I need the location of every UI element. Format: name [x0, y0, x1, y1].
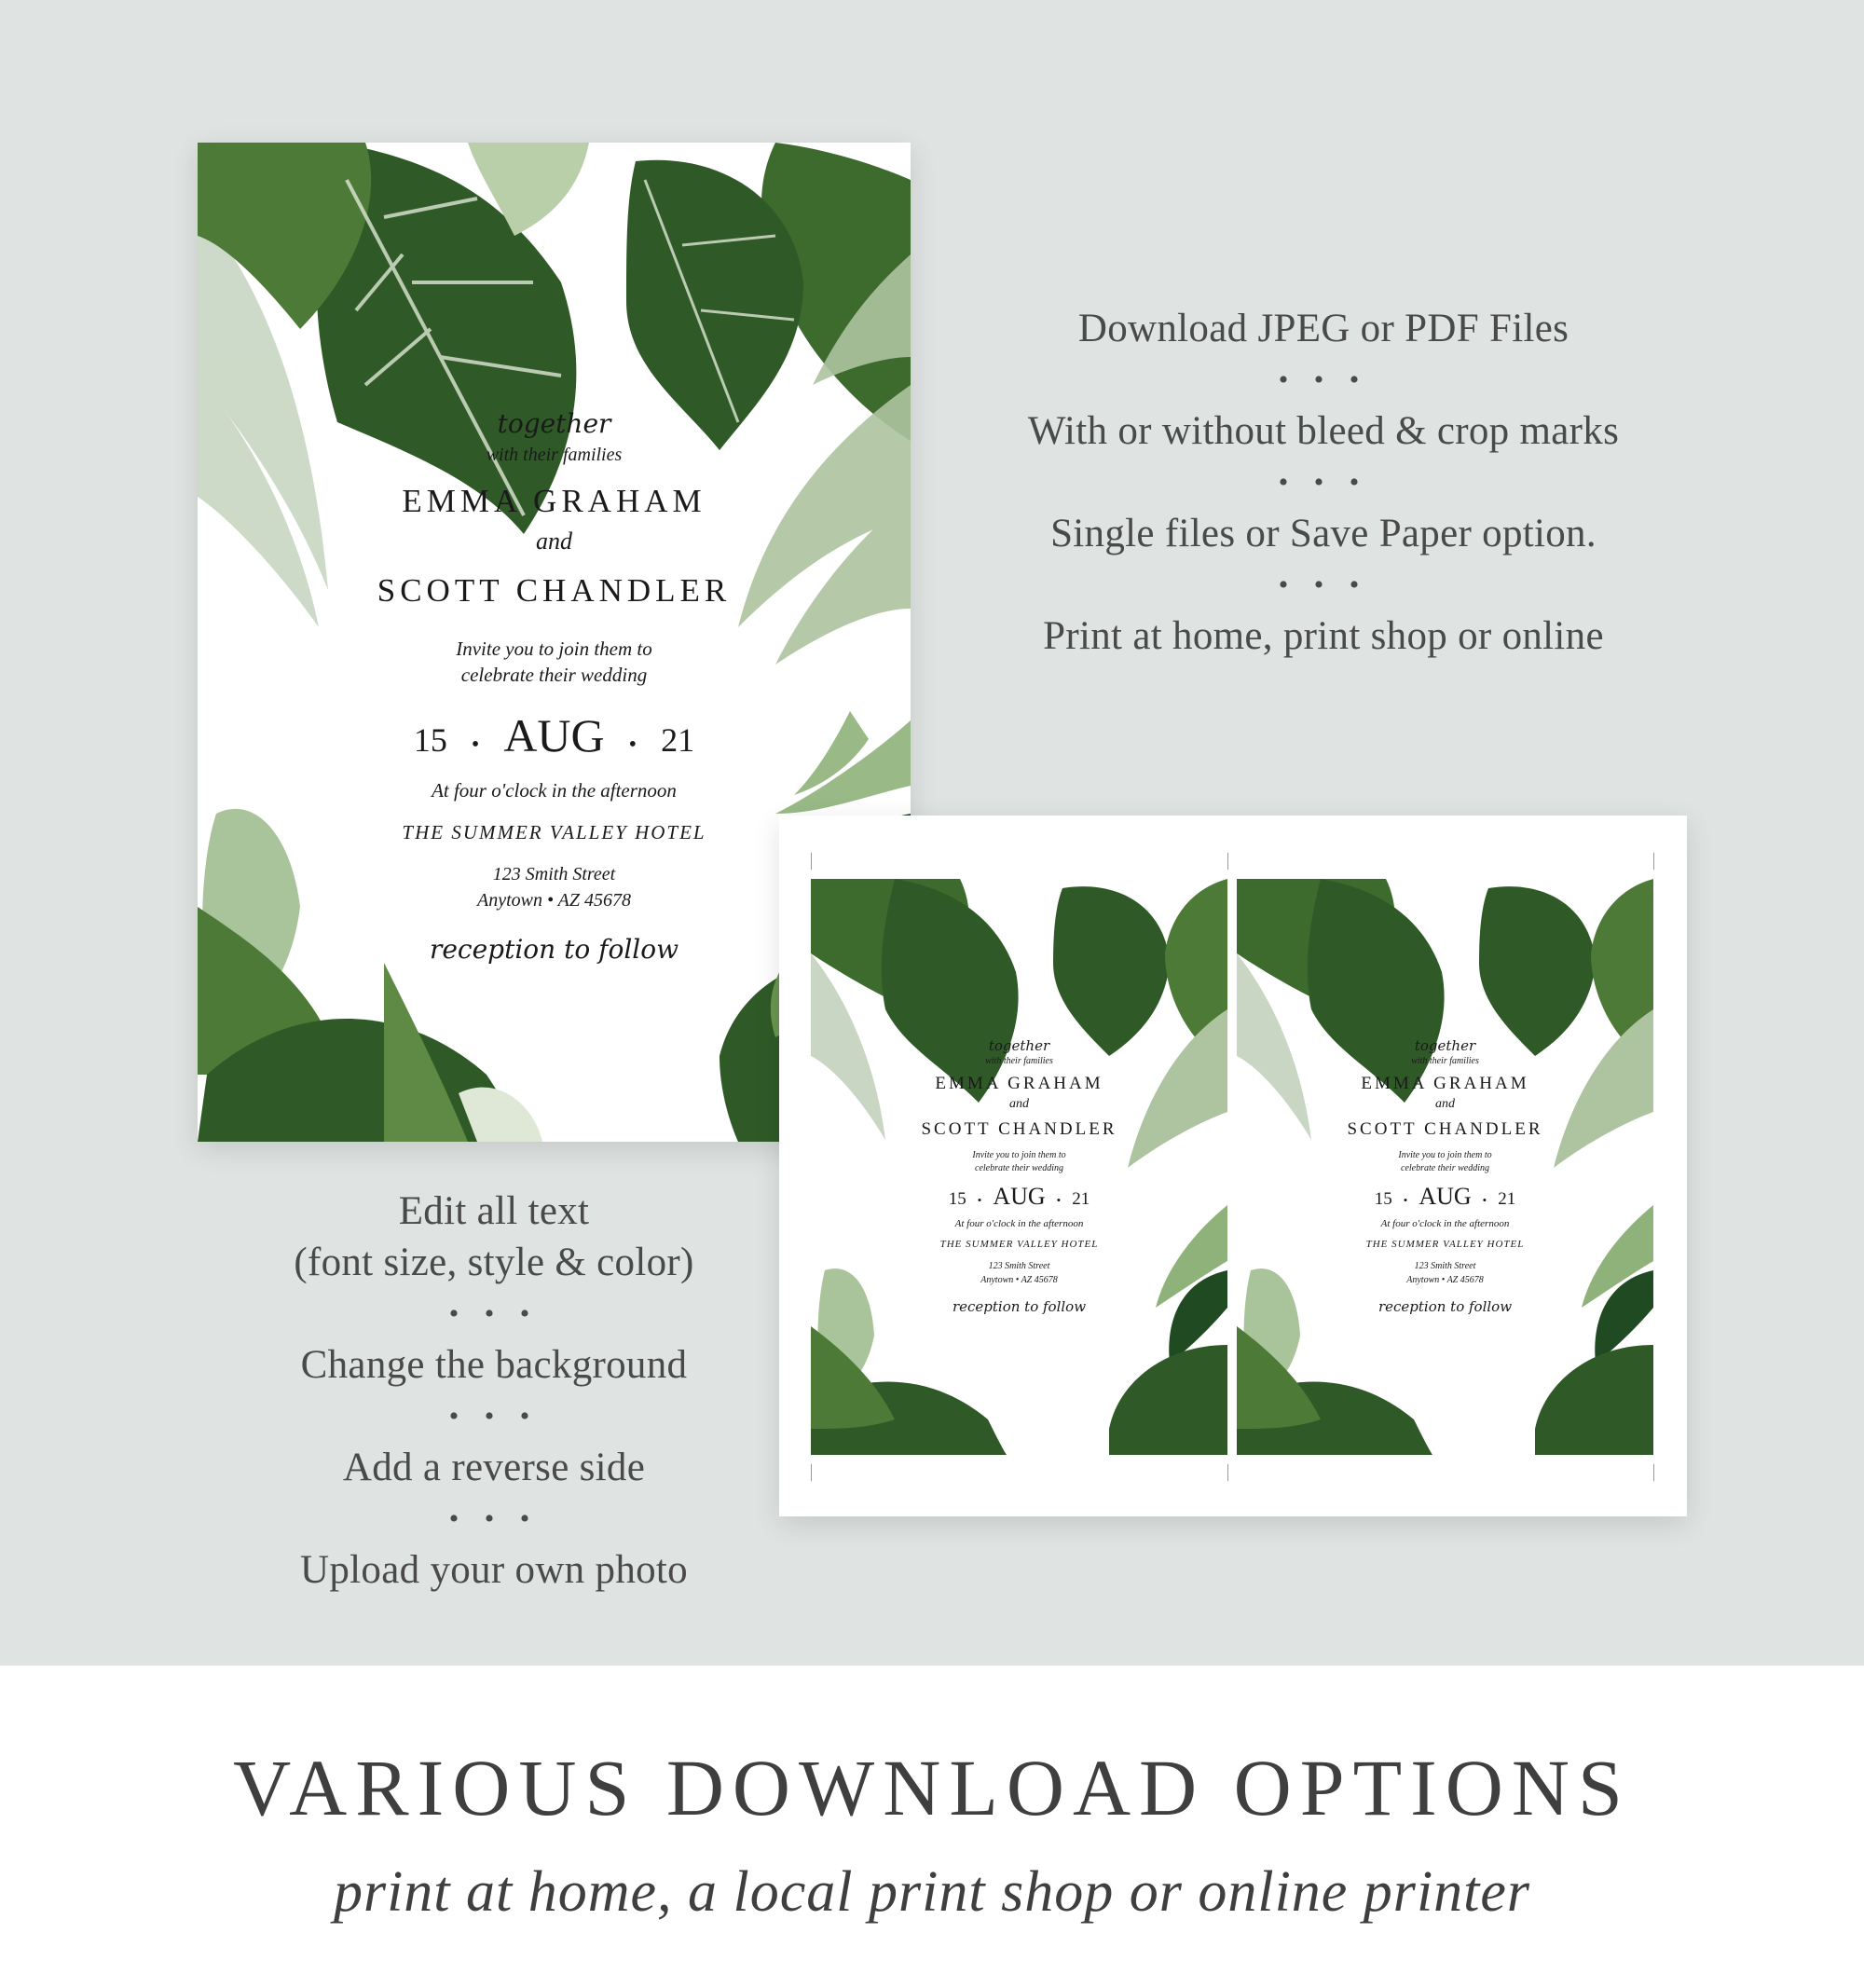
reception-script: reception to follow [1377, 1298, 1513, 1315]
groom-name: SCOTT CHANDLER [377, 572, 732, 609]
date-month: AUG [503, 709, 605, 761]
date-year: 21 [1072, 1189, 1090, 1209]
and-script: and [1435, 1097, 1455, 1111]
date-dot: • [471, 733, 480, 757]
venue-name: THE SUMMER VALLEY HOTEL [939, 1239, 1099, 1250]
and-script: and [1009, 1097, 1029, 1111]
invite-line-1: Invite you to join them to [972, 1150, 1066, 1160]
dots-separator: • • • [448, 1298, 540, 1329]
feature-edit-text-detail: (font size, style & color) [294, 1241, 694, 1284]
wedding-date [198, 708, 911, 762]
date-month: AUG [993, 1183, 1046, 1210]
and-script: and [536, 528, 572, 555]
dots-separator: • • • [1278, 467, 1369, 498]
date-month: AUG [1419, 1183, 1472, 1210]
footer-subline: print at home, a local print shop or online printer [333, 1860, 1531, 1924]
crop-mark [1653, 853, 1654, 870]
bride-name: EMMA GRAHAM [1361, 1074, 1529, 1093]
wedding-date [811, 1183, 1227, 1211]
groom-name: SCOTT CHANDLER [1347, 1119, 1543, 1139]
reception-script: reception to follow [429, 934, 679, 965]
venue-street: 123 Smith Street [492, 864, 616, 884]
venue-city: Anytown • AZ 45678 [1406, 1275, 1484, 1285]
bride-name: EMMA GRAHAM [935, 1074, 1103, 1093]
mini-invitation-left [811, 879, 1227, 1455]
venue-city: Anytown • AZ 45678 [477, 890, 631, 911]
feature-change-background: Change the background [300, 1343, 688, 1387]
feature-reverse-side: Add a reverse side [342, 1446, 646, 1489]
ceremony-time: At four o'clock in the afternoon [1380, 1218, 1510, 1229]
invite-line-1: Invite you to join them to [456, 638, 652, 660]
date-day: 15 [948, 1189, 966, 1209]
dots-separator: • • • [1278, 569, 1369, 600]
feature-edit-text: Edit all text [398, 1189, 590, 1233]
reception-script: reception to follow [952, 1298, 1087, 1315]
editing-features-list [261, 1186, 727, 1596]
date-day: 15 [1374, 1189, 1392, 1209]
invitation-text [811, 1037, 1227, 1315]
dots-separator: • • • [448, 1401, 540, 1432]
invite-line-2: celebrate their wedding [1401, 1163, 1489, 1173]
families-line: with their families [1411, 1056, 1479, 1066]
invite-line-2: celebrate their wedding [975, 1163, 1063, 1173]
crop-mark [1227, 853, 1228, 870]
download-features-list [979, 303, 1668, 662]
groom-name: SCOTT CHANDLER [921, 1119, 1117, 1139]
crop-mark [1653, 1464, 1654, 1481]
date-dot: • [977, 1193, 982, 1207]
dots-separator: • • • [448, 1503, 540, 1534]
families-line: with their families [486, 445, 623, 465]
together-script: together [1414, 1037, 1476, 1054]
invite-line-1: Invite you to join them to [1398, 1150, 1492, 1160]
crop-mark [1227, 1464, 1228, 1481]
venue-street: 123 Smith Street [1414, 1261, 1476, 1271]
invite-line-2: celebrate their wedding [460, 664, 648, 686]
date-year: 21 [1498, 1189, 1516, 1209]
feature-bleed-crop: With or without bleed & crop marks [1027, 409, 1620, 453]
venue-name: THE SUMMER VALLEY HOTEL [1365, 1239, 1525, 1250]
date-dot: • [1482, 1193, 1487, 1207]
ceremony-time: At four o'clock in the afternoon [954, 1218, 1084, 1229]
together-script: together [988, 1037, 1050, 1054]
venue-city: Anytown • AZ 45678 [980, 1275, 1058, 1285]
families-line: with their families [985, 1056, 1053, 1066]
crop-mark [811, 853, 812, 870]
feature-print-options: Print at home, print shop or online [1043, 614, 1604, 658]
together-script: together [497, 408, 611, 439]
date-day: 15 [413, 721, 447, 759]
venue-name: THE SUMMER VALLEY HOTEL [402, 821, 706, 843]
crop-mark [811, 1464, 812, 1481]
ceremony-time: At four o'clock in the afternoon [432, 779, 677, 802]
date-dot: • [1403, 1193, 1408, 1207]
feature-upload-photo: Upload your own photo [300, 1548, 688, 1592]
feature-download-formats: Download JPEG or PDF Files [1077, 307, 1569, 350]
invitation-text [1237, 1037, 1653, 1315]
save-paper-sheet-preview [779, 816, 1687, 1516]
bride-name: EMMA GRAHAM [402, 483, 706, 519]
feature-save-paper: Single files or Save Paper option. [1050, 512, 1597, 555]
dots-separator: • • • [1278, 364, 1369, 395]
mini-invitation-right [1237, 879, 1653, 1455]
footer-headline: VARIOUS DOWNLOAD OPTIONS [233, 1743, 1631, 1832]
date-dot: • [1056, 1193, 1062, 1207]
date-dot: • [628, 733, 637, 757]
venue-street: 123 Smith Street [988, 1261, 1050, 1271]
wedding-date [1237, 1183, 1653, 1211]
date-year: 21 [661, 721, 695, 759]
